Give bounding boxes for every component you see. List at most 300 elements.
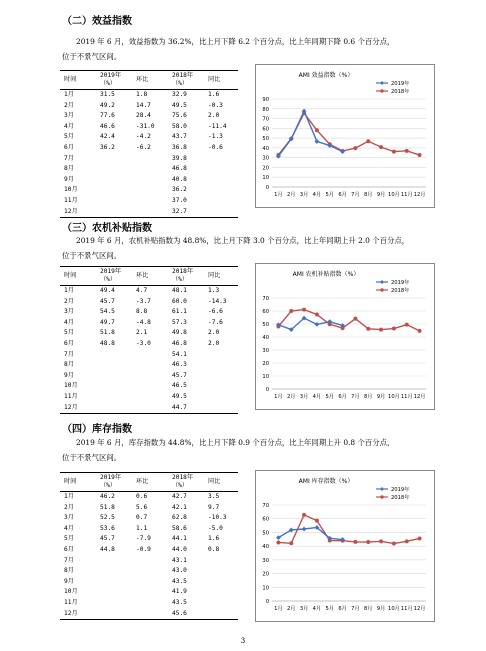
table-header-cell: 2019年 （%）: [100, 473, 136, 492]
y-tick-label: 70: [262, 116, 269, 123]
section-heading-inventory: （四）库存指数: [62, 424, 132, 435]
table-row: [60, 328, 238, 339]
table-cell: 1.1: [136, 524, 148, 532]
table-cell: [100, 175, 136, 186]
table-header-row: [60, 71, 238, 90]
y-tick-label: 10: [262, 175, 269, 182]
table-cell: 4月: [64, 122, 74, 130]
data-point: [405, 323, 409, 327]
data-point: [379, 145, 383, 149]
table-cell: -6.2: [136, 143, 151, 151]
table-cell: 9月: [64, 175, 74, 183]
x-tick-label: 9月: [376, 606, 386, 612]
table-cell: 1月: [64, 493, 74, 500]
y-tick-label: 90: [262, 97, 269, 103]
table-header-cell: 同比: [208, 473, 238, 492]
table-cell: 60.0: [172, 297, 187, 305]
data-point: [302, 527, 307, 532]
table-row: [60, 154, 238, 165]
table-cell: 8月: [64, 165, 74, 173]
table-cell: 61.1: [172, 308, 187, 316]
x-tick-label: 4月: [312, 192, 322, 198]
table-cell: 54.1: [172, 350, 187, 358]
table-cell: [100, 154, 136, 165]
x-tick-label: 9月: [376, 394, 386, 400]
table-cell: 52.5: [100, 514, 115, 522]
table-cell: 2.0: [208, 112, 220, 120]
table-row: [60, 403, 238, 414]
paragraph-line-2: 位于不景气区间。: [62, 52, 122, 61]
table-cell: 42.1: [172, 503, 187, 511]
table-cell: 58.0: [172, 122, 187, 130]
table-row: [60, 307, 238, 318]
table-cell: 48.1: [172, 287, 187, 294]
table-cell: 10月: [64, 382, 78, 390]
y-tick-label: 0: [265, 599, 269, 605]
table-cell: [100, 392, 136, 403]
table-cell: 57.3: [172, 318, 187, 326]
table-cell: -7.6: [208, 318, 223, 326]
table-header-cell: 同比: [208, 267, 238, 286]
x-tick-label: 3月: [299, 394, 309, 400]
table-cell: 31.5: [100, 91, 115, 98]
x-tick-label: 7月: [351, 192, 360, 198]
paragraph-line-2: 位于不景气区间。: [62, 251, 122, 260]
table-cell: [136, 403, 172, 414]
y-tick-label: 70: [262, 296, 269, 302]
table-cell: [208, 556, 238, 567]
table-row: [60, 587, 238, 598]
table-row: [60, 297, 238, 308]
table-cell: [208, 392, 238, 403]
table-header-cell: 2018年 （%）: [172, 71, 208, 90]
x-tick-label: 10月: [388, 192, 400, 198]
table-cell: 4月: [64, 524, 74, 532]
y-tick-label: 50: [262, 322, 269, 328]
table-cell: 36.2: [100, 143, 115, 151]
table-cell: 12月: [60, 403, 100, 414]
data-point: [418, 153, 422, 157]
data-point: [289, 309, 293, 313]
x-tick-label: 1月: [274, 192, 283, 198]
y-tick-label: 40: [262, 145, 269, 152]
y-tick-label: 10: [262, 374, 269, 380]
table-row: [60, 556, 238, 567]
table-cell: 8.8: [136, 308, 148, 316]
data-point: [315, 313, 319, 317]
y-tick-label: 60: [262, 309, 269, 315]
table-cell: -1.3: [208, 133, 223, 141]
table-cell: [136, 350, 172, 361]
chart-efficiency: [255, 64, 435, 208]
y-tick-label: 0: [265, 387, 269, 393]
data-point: [353, 540, 357, 544]
table-row: [60, 392, 238, 403]
table-cell: 44.7: [172, 403, 208, 414]
x-tick-label: 11月: [400, 606, 413, 612]
table-cell: 45.7: [172, 371, 187, 379]
series-line-2019年: [278, 527, 342, 539]
table-row: [60, 513, 238, 524]
table-cell: [100, 207, 136, 218]
table-cell: -5.0: [208, 524, 223, 532]
x-tick-label: 9月: [376, 192, 386, 198]
x-tick-label: 7月: [351, 606, 360, 612]
table-header-cell: 2019年 （%）: [100, 71, 136, 90]
legend-marker: [380, 89, 383, 92]
table-row: [60, 381, 238, 392]
data-point: [315, 322, 320, 327]
y-tick-label: 50: [262, 136, 269, 143]
table-cell: 10月: [64, 588, 78, 596]
table-cell: 77.6: [100, 112, 115, 120]
table-cell: 1.3: [208, 287, 220, 294]
table-cell: 0.8: [208, 545, 220, 553]
legend-marker: [380, 81, 384, 85]
table-cell: 32.7: [172, 207, 208, 218]
x-tick-label: 5月: [325, 394, 334, 400]
table-cell: 49.2: [100, 101, 115, 109]
table-cell: [100, 556, 136, 567]
table-cell: 45.7: [100, 535, 115, 543]
table-cell: [136, 587, 172, 598]
table-cell: -7.9: [136, 535, 151, 543]
table-cell: 14.7: [136, 101, 151, 109]
table-row: [60, 143, 238, 154]
y-tick-label: 20: [262, 361, 269, 367]
table-cell: 51.8: [100, 329, 115, 337]
x-tick-label: 4月: [312, 394, 322, 400]
y-tick-label: 30: [262, 557, 269, 564]
table-header-cell: 同比: [208, 71, 238, 90]
legend-label: 2019年: [391, 280, 410, 286]
table-cell: 3月: [64, 112, 74, 120]
table-cell: [136, 360, 172, 371]
table-row: [60, 111, 238, 122]
data-point: [405, 539, 409, 543]
x-tick-label: 8月: [364, 394, 373, 400]
table-cell: 48.8: [100, 339, 115, 347]
x-tick-label: 10月: [388, 606, 400, 612]
table-row: [60, 577, 238, 588]
table-cell: 43.1: [172, 556, 187, 564]
table-cell: [100, 609, 136, 620]
table-cell: 45.6: [172, 609, 208, 620]
table-cell: 9月: [64, 371, 74, 379]
table-cell: 51.8: [100, 503, 115, 511]
data-point: [289, 541, 293, 545]
table-row: [60, 339, 238, 350]
x-tick-label: 5月: [325, 606, 334, 612]
x-tick-label: 6月: [338, 192, 347, 198]
table-row: [60, 524, 238, 535]
paragraph-line-2: 位于不景气区间。: [62, 453, 122, 462]
table-cell: 5.6: [136, 503, 148, 511]
legend-label: 2018年: [391, 89, 410, 95]
data-point: [366, 139, 370, 143]
legend-label: 2018年: [391, 288, 410, 294]
y-tick-label: 10: [262, 585, 269, 592]
table-cell: [208, 381, 238, 392]
table-cell: 11月: [64, 392, 78, 400]
table-row: [60, 164, 238, 175]
table-header-cell: 时间: [60, 267, 100, 286]
legend-marker: [380, 495, 383, 498]
table-cell: 43.5: [172, 598, 187, 606]
table-cell: [100, 185, 136, 196]
table-row: [60, 122, 238, 133]
table-cell: [136, 392, 172, 403]
table-cell: [100, 587, 136, 598]
table-cell: 1.6: [208, 91, 220, 98]
table-cell: 39.8: [172, 154, 187, 162]
table-cell: 49.7: [100, 318, 115, 326]
y-tick-label: 30: [262, 348, 269, 354]
table-header-cell: 2018年 （%）: [172, 473, 208, 492]
table-row: [60, 545, 238, 556]
data-point: [366, 540, 370, 544]
table-cell: 12月: [60, 609, 100, 620]
chart-title: AMI 库存指数（%）: [298, 478, 354, 485]
section-paragraph-efficiency: [62, 34, 452, 64]
data-table-inventory: [60, 472, 238, 620]
table-cell: 1.8: [136, 91, 148, 98]
line-chart-svg: [256, 65, 434, 207]
table-row: [60, 101, 238, 112]
legend-label: 2019年: [391, 487, 410, 493]
table-cell: [208, 609, 238, 620]
series-line-2019年: [278, 111, 342, 156]
data-point: [353, 317, 357, 321]
table-cell: 43.7: [172, 133, 187, 141]
x-tick-label: 8月: [364, 606, 373, 612]
table-cell: -11.4: [208, 122, 227, 130]
table-cell: 9月: [64, 577, 74, 585]
table-row: [60, 286, 238, 297]
table-cell: [100, 196, 136, 207]
table-cell: 45.7: [100, 297, 115, 305]
table-cell: [208, 196, 238, 207]
data-point: [392, 327, 396, 331]
table-cell: -0.3: [208, 101, 223, 109]
data-point: [405, 149, 409, 153]
data-point: [392, 542, 396, 546]
table-cell: 46.5: [172, 382, 187, 390]
y-tick-label: 20: [262, 571, 269, 578]
legend-label: 2019年: [391, 81, 410, 87]
table-header-cell: 环比: [136, 473, 172, 492]
paragraph-line-1: 2019 年 6 月，效益指数为 36.2%，比上月下降 6.2 个百分点，比上年同期下降 0.6 个百分点，: [76, 37, 395, 46]
data-point: [315, 139, 320, 144]
table-cell: [136, 185, 172, 196]
x-tick-label: 11月: [400, 192, 413, 198]
data-table-subsidy: [60, 266, 238, 414]
table-cell: 2月: [64, 101, 74, 109]
table-header-cell: 2018年 （%）: [172, 267, 208, 286]
table-cell: 28.4: [136, 112, 151, 120]
table-cell: [100, 350, 136, 361]
table-cell: [208, 587, 238, 598]
table-cell: [208, 350, 238, 361]
data-point: [302, 513, 306, 517]
table-cell: 36.2: [172, 186, 187, 194]
y-tick-label: 40: [262, 335, 269, 341]
table-row: [60, 318, 238, 329]
table-row: [60, 132, 238, 143]
table-header-cell: 时间: [60, 473, 100, 492]
x-tick-label: 8月: [364, 192, 373, 198]
table-cell: 41.9: [172, 588, 187, 596]
table-row: [60, 492, 238, 503]
y-tick-label: 40: [262, 544, 269, 551]
y-tick-label: 70: [262, 503, 269, 509]
table-cell: 5月: [64, 133, 74, 141]
table-row: [60, 207, 238, 218]
data-point: [315, 519, 319, 523]
data-point: [379, 539, 383, 543]
table-cell: 49.5: [172, 101, 187, 109]
x-tick-label: 12月: [413, 606, 426, 612]
table-cell: 2.1: [136, 329, 148, 337]
x-tick-label: 2月: [287, 606, 296, 612]
table-cell: 8月: [64, 361, 74, 369]
data-point: [418, 329, 422, 333]
y-tick-label: 60: [262, 126, 269, 133]
table-row: [60, 566, 238, 577]
table-cell: 53.6: [100, 524, 115, 532]
table-header-cell: 2019年 （%）: [100, 267, 136, 286]
table-cell: [208, 577, 238, 588]
table-cell: 43.5: [172, 577, 187, 585]
table-cell: 4月: [64, 318, 74, 326]
table-cell: 44.8: [100, 545, 115, 553]
table-row: [60, 371, 238, 382]
table-cell: 58.6: [172, 524, 187, 532]
table-cell: 12月: [60, 207, 100, 218]
table-cell: [136, 577, 172, 588]
section-paragraph-subsidy: [62, 233, 452, 263]
table-cell: [208, 360, 238, 371]
x-tick-label: 5月: [325, 192, 334, 198]
table-cell: 44.1: [172, 535, 187, 543]
x-tick-label: 7月: [351, 394, 360, 400]
table-cell: 46.6: [100, 122, 115, 130]
table-cell: [208, 207, 238, 218]
table-cell: [100, 403, 136, 414]
table-cell: 43.0: [172, 567, 187, 575]
table-cell: [136, 164, 172, 175]
table-cell: 7月: [64, 350, 74, 358]
table-cell: [100, 577, 136, 588]
table-cell: 3月: [64, 514, 74, 522]
data-point: [392, 150, 396, 154]
data-point: [276, 540, 280, 544]
table-cell: -10.3: [208, 514, 227, 522]
y-tick-label: 80: [262, 106, 269, 113]
table-cell: -0.6: [208, 143, 223, 151]
table-header-cell: 环比: [136, 71, 172, 90]
table-cell: -3.7: [136, 297, 151, 305]
table-cell: [100, 566, 136, 577]
table-row: [60, 175, 238, 186]
table-cell: 42.4: [100, 133, 115, 141]
table-cell: 1.6: [208, 535, 220, 543]
y-tick-label: 50: [262, 530, 269, 537]
table-cell: 32.9: [172, 91, 187, 98]
table-header-cell: 时间: [60, 71, 100, 90]
table-cell: 6月: [64, 339, 74, 347]
table-cell: 8月: [64, 567, 74, 575]
table-cell: [208, 175, 238, 186]
table-row: [60, 350, 238, 361]
line-chart-svg: [256, 471, 434, 621]
series-line-2018年: [278, 310, 419, 331]
table-cell: 46.3: [172, 361, 187, 369]
table-cell: 11月: [64, 598, 78, 606]
x-tick-label: 1月: [274, 606, 283, 612]
table-cell: [208, 371, 238, 382]
x-tick-label: 11月: [400, 394, 413, 400]
table-cell: 7月: [64, 154, 74, 162]
table-row: [60, 609, 238, 620]
table-row: [60, 360, 238, 371]
table-row: [60, 90, 238, 101]
table-cell: 46.8: [172, 339, 187, 347]
y-tick-label: 20: [262, 165, 269, 172]
table-header-row: [60, 267, 238, 286]
x-tick-label: 12月: [413, 394, 426, 400]
legend-label: 2018年: [391, 495, 410, 501]
table-cell: 6月: [64, 143, 74, 151]
table-cell: [136, 598, 172, 609]
section-heading-subsidy: （三）农机补贴指数: [62, 223, 152, 234]
table-cell: 5月: [64, 535, 74, 543]
table-cell: [100, 360, 136, 371]
y-tick-label: 30: [262, 155, 269, 162]
section-paragraph-inventory: [62, 435, 452, 465]
table-cell: 54.5: [100, 308, 115, 316]
data-point: [315, 128, 319, 132]
table-cell: 1月: [64, 287, 74, 294]
paragraph-line-1: 2019 年 6 月，农机补贴指数为 48.8%，比上月下降 3.0 个百分点，比上年同期上升 2.0 个百分点，: [76, 236, 410, 245]
table-header-row: [60, 473, 238, 492]
legend-marker: [380, 280, 384, 284]
legend-marker: [380, 487, 384, 491]
table-cell: 36.8: [172, 143, 187, 151]
chart-title: AMI 农机补贴指数（%）: [292, 271, 360, 278]
table-cell: 2.0: [208, 329, 220, 337]
table-cell: [136, 371, 172, 382]
table-cell: 5月: [64, 329, 74, 337]
table-cell: -0.9: [136, 545, 151, 553]
table-cell: 9.7: [208, 503, 220, 511]
table-cell: 49.5: [172, 392, 187, 400]
data-point: [302, 308, 306, 312]
table-cell: 44.0: [172, 545, 187, 553]
table-cell: [100, 598, 136, 609]
table-cell: 2月: [64, 503, 74, 511]
data-point: [379, 328, 383, 332]
chart-inventory: [255, 470, 435, 622]
table-cell: 1月: [64, 91, 74, 98]
chart-subsidy: [255, 263, 435, 410]
table-cell: 4.7: [136, 287, 148, 294]
table-row: [60, 503, 238, 514]
x-tick-label: 12月: [413, 192, 426, 198]
table-cell: 46.2: [100, 493, 115, 500]
table-row: [60, 196, 238, 207]
table-cell: [208, 185, 238, 196]
